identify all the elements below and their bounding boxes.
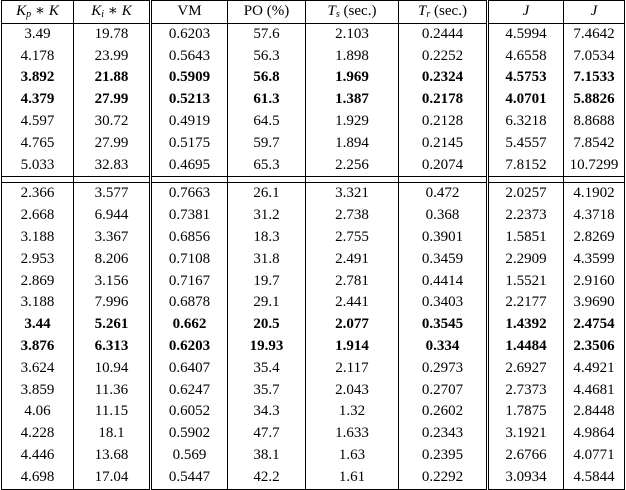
table-cell: 0.662 [151,314,228,336]
table-cell: 1.969 [306,67,399,89]
table-cell: 1.5521 [488,271,564,293]
column-header [2,1,74,24]
table-cell: 3.859 [2,380,74,402]
table-cell: 4.1902 [564,183,625,205]
table-cell: 8.8688 [564,111,625,133]
table-cell: 0.2292 [399,467,488,489]
table-row [2,23,625,45]
table-cell: 31.8 [228,249,306,271]
table-cell: 1.894 [306,133,399,155]
table-cell: 2.869 [2,271,74,293]
table-cell: 0.2602 [399,401,488,423]
table-row [2,249,625,271]
table-cell: 5.4557 [488,133,564,155]
table-cell: 5.033 [2,155,74,177]
table-cell: 7.4642 [564,23,625,45]
table-cell: 34.3 [228,401,306,423]
table-cell: 1.4392 [488,314,564,336]
table-cell: 0.2707 [399,380,488,402]
table-cell: 4.446 [2,445,74,467]
table-cell: 2.256 [306,155,399,177]
table-cell: 19.93 [228,336,306,358]
table-cell: 4.698 [2,467,74,489]
table-cell: 2.491 [306,249,399,271]
column-header-text: J [590,3,598,19]
table-row [2,89,625,111]
table-cell: 20.5 [228,314,306,336]
table-cell: 0.7108 [151,249,228,271]
table-cell: 0.334 [399,336,488,358]
table-cell: 2.043 [306,380,399,402]
table-cell: 3.367 [74,227,151,249]
column-header-suffix: (sec.) [430,3,467,19]
table-cell: 4.5994 [488,23,564,45]
table-cell: 3.892 [2,67,74,89]
table-cell: 0.2178 [399,89,488,111]
table-cell: 0.2973 [399,358,488,380]
table-cell: 7.8542 [564,133,625,155]
table-cell: 4.178 [2,46,74,68]
table-cell: 2.2909 [488,249,564,271]
table-cell: 0.5643 [151,46,228,68]
table-cell: 35.4 [228,358,306,380]
column-header-text: T [327,3,336,19]
column-header-text: T [418,3,427,19]
table-row [2,111,625,133]
table-cell: 2.117 [306,358,399,380]
table-cell: 2.2373 [488,205,564,227]
table-cell: 7.0534 [564,46,625,68]
table-cell: 3.188 [2,227,74,249]
table-cell: 4.379 [2,89,74,111]
table-cell: 11.15 [74,401,151,423]
table-row [2,46,625,68]
table-cell: 3.156 [74,271,151,293]
table-cell: 4.5844 [564,467,625,489]
table-cell: 2.441 [306,292,399,314]
table-row [2,336,625,358]
table-cell: 29.1 [228,292,306,314]
table-cell: 26.1 [228,183,306,205]
table-cell: 3.188 [2,292,74,314]
table-cell: 61.3 [228,89,306,111]
table-cell: 0.2324 [399,67,488,89]
table-cell: 21.88 [74,67,151,89]
table-cell: 1.63 [306,445,399,467]
table-cell: 1.4484 [488,336,564,358]
column-header [228,1,306,24]
table-row [2,445,625,467]
table-cell: 10.7299 [564,155,625,177]
table-row [2,314,625,336]
table-cell: 4.3718 [564,205,625,227]
table-row [2,358,625,380]
table-cell: 7.8152 [488,155,564,177]
table-cell: 0.6407 [151,358,228,380]
table-cell: 0.6203 [151,23,228,45]
table-cell: 5.261 [74,314,151,336]
table-cell: 18.1 [74,423,151,445]
column-header [151,1,228,24]
table-cell: 4.765 [2,133,74,155]
table-cell: 42.2 [228,467,306,489]
column-header [399,1,488,24]
table-cell: 0.2444 [399,23,488,45]
column-header [488,1,564,24]
table-cell: 0.3403 [399,292,488,314]
table-cell: 0.2395 [399,445,488,467]
table-cell: 7.996 [74,292,151,314]
table-cell: 4.5753 [488,67,564,89]
column-header-text: VM [177,3,202,19]
table-cell: 0.4919 [151,111,228,133]
table-cell: 0.6052 [151,401,228,423]
table-cell: 0.2252 [399,46,488,68]
table-row [2,155,625,177]
table-row [2,205,625,227]
table-row [2,401,625,423]
column-header-text: K [16,3,27,19]
column-header-suffix: ∗ K [31,3,59,19]
table-cell: 1.929 [306,111,399,133]
table-cell: 1.5851 [488,227,564,249]
table-cell: 4.228 [2,423,74,445]
table-cell: 27.99 [74,133,151,155]
table-cell: 2.7373 [488,380,564,402]
table-cell: 56.3 [228,46,306,68]
table-cell: 2.9160 [564,271,625,293]
table-cell: 19.7 [228,271,306,293]
table-cell: 17.04 [74,467,151,489]
table-cell: 2.366 [2,183,74,205]
table-cell: 0.5213 [151,89,228,111]
table-cell: 2.668 [2,205,74,227]
table-cell: 6.3218 [488,111,564,133]
table-cell: 0.3901 [399,227,488,249]
table-cell: 0.6247 [151,380,228,402]
table-cell: 2.781 [306,271,399,293]
table-cell: 2.738 [306,205,399,227]
table-cell: 3.1921 [488,423,564,445]
table-cell: 31.2 [228,205,306,227]
table-cell: 7.1533 [564,67,625,89]
column-header-subscript: i [101,9,105,20]
table-row [2,133,625,155]
table-row [2,423,625,445]
table-cell: 4.3599 [564,249,625,271]
table-cell: 4.6558 [488,46,564,68]
table-cell: 0.368 [399,205,488,227]
column-header [74,1,151,24]
table-cell: 0.7381 [151,205,228,227]
header-row [2,1,625,24]
table-cell: 32.83 [74,155,151,177]
table-cell: 1.32 [306,401,399,423]
table-cell: 0.5902 [151,423,228,445]
table-cell: 47.7 [228,423,306,445]
table-cell: 0.6203 [151,336,228,358]
table-cell: 2.8269 [564,227,625,249]
table-cell: 2.8448 [564,401,625,423]
table-cell: 1.7875 [488,401,564,423]
table-cell: 3.876 [2,336,74,358]
column-header [564,1,625,24]
table-row [2,467,625,489]
table-cell: 2.0257 [488,183,564,205]
table-row [2,271,625,293]
table-cell: 0.6878 [151,292,228,314]
table-cell: 1.633 [306,423,399,445]
results-table [1,0,625,490]
column-header-subscript: r [426,9,431,20]
table-cell: 0.5909 [151,67,228,89]
column-header-text: K [91,3,102,19]
table-cell: 0.3459 [399,249,488,271]
table-cell: 10.94 [74,358,151,380]
table-cell: 3.44 [2,314,74,336]
table-row [2,380,625,402]
table-cell: 19.78 [74,23,151,45]
table-cell: 18.3 [228,227,306,249]
table-cell: 0.3545 [399,314,488,336]
column-header-subscript: s [335,9,340,20]
table-cell: 13.68 [74,445,151,467]
table-cell: 5.8826 [564,89,625,111]
table-cell: 23.99 [74,46,151,68]
table-cell: 4.4681 [564,380,625,402]
table-cell: 56.8 [228,67,306,89]
table-row [2,67,625,89]
table-cell: 2.755 [306,227,399,249]
table-cell: 1.914 [306,336,399,358]
table-cell: 0.4695 [151,155,228,177]
table-cell: 0.7167 [151,271,228,293]
table-cell: 0.4414 [399,271,488,293]
table-cell: 0.569 [151,445,228,467]
table-cell: 8.206 [74,249,151,271]
table-cell: 2.077 [306,314,399,336]
table-cell: 0.5447 [151,467,228,489]
column-header-suffix: (sec.) [339,3,377,19]
table-cell: 3.9690 [564,292,625,314]
table-cell: 0.5175 [151,133,228,155]
table-cell: 2.2177 [488,292,564,314]
table-cell: 3.577 [74,183,151,205]
table-cell: 2.3506 [564,336,625,358]
column-header [306,1,399,24]
table-cell: 2.4754 [564,314,625,336]
table-row [2,183,625,205]
column-header-suffix: ∗ K [104,3,132,19]
table-cell: 65.3 [228,155,306,177]
table-cell: 0.2074 [399,155,488,177]
table-row [2,227,625,249]
table-cell: 0.472 [399,183,488,205]
table-cell: 38.1 [228,445,306,467]
table-cell: 4.597 [2,111,74,133]
column-header-subscript: p [26,9,32,20]
table-cell: 6.944 [74,205,151,227]
table-cell: 4.0701 [488,89,564,111]
table-cell: 6.313 [74,336,151,358]
table-cell: 35.7 [228,380,306,402]
table-cell: 3.49 [2,23,74,45]
table-cell: 1.898 [306,46,399,68]
table-cell: 0.7663 [151,183,228,205]
table-cell: 1.387 [306,89,399,111]
table-cell: 64.5 [228,111,306,133]
table-cell: 3.321 [306,183,399,205]
table-cell: 0.2128 [399,111,488,133]
table-cell: 27.99 [74,89,151,111]
table-cell: 3.624 [2,358,74,380]
table-cell: 2.103 [306,23,399,45]
table-cell: 4.06 [2,401,74,423]
table-cell: 2.6927 [488,358,564,380]
table-cell: 11.36 [74,380,151,402]
table-cell: 4.0771 [564,445,625,467]
results-table-body [2,1,625,490]
table-cell: 0.2343 [399,423,488,445]
table-cell: 2.6766 [488,445,564,467]
table-cell: 4.9864 [564,423,625,445]
table-cell: 4.4921 [564,358,625,380]
table-cell: 1.61 [306,467,399,489]
table-cell: 0.2145 [399,133,488,155]
table-cell: 57.6 [228,23,306,45]
table-cell: 59.7 [228,133,306,155]
table-row [2,292,625,314]
column-header-text: J [522,3,530,19]
table-cell: 3.0934 [488,467,564,489]
table-cell: 30.72 [74,111,151,133]
table-cell: 2.953 [2,249,74,271]
column-header-text: PO (%) [243,3,290,19]
table-cell: 0.6856 [151,227,228,249]
